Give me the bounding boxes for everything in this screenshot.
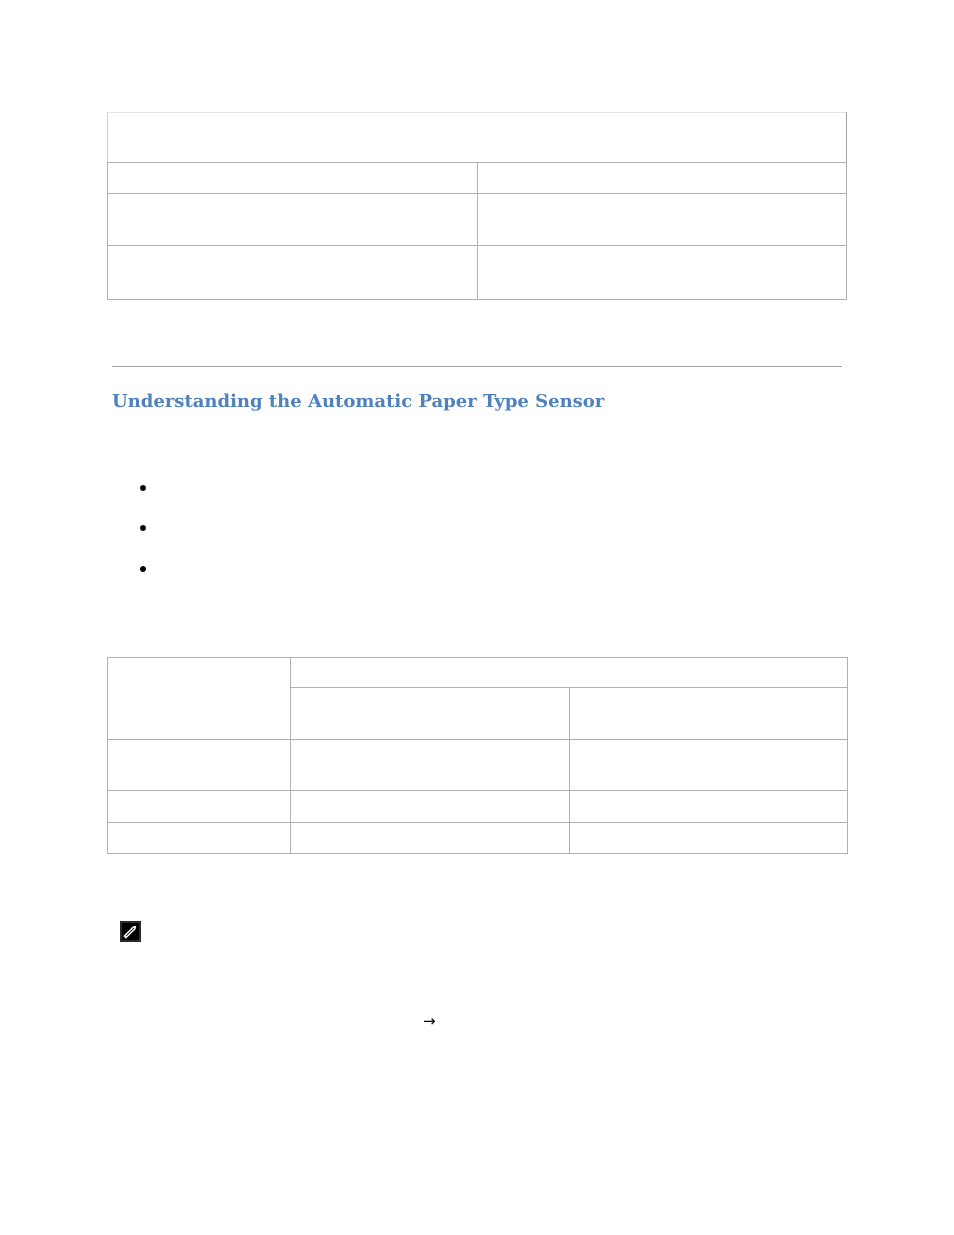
table-cell xyxy=(291,739,570,791)
table-cell xyxy=(569,822,848,853)
table-header-cell xyxy=(569,688,848,740)
sensor-table xyxy=(107,657,848,854)
table-row xyxy=(108,739,848,791)
table-cell xyxy=(477,193,847,245)
table-row xyxy=(108,822,848,853)
table-cell xyxy=(291,791,570,822)
table-cell xyxy=(108,245,478,299)
list-item-bullet xyxy=(140,525,148,533)
table-cell xyxy=(108,791,291,822)
list-item-bullet xyxy=(140,566,148,574)
arrow-glyph: → xyxy=(423,1012,436,1030)
note-pencil-icon xyxy=(120,921,141,942)
table-row xyxy=(108,163,847,194)
table-header-row xyxy=(108,658,848,688)
settings-table xyxy=(107,112,847,300)
table-cell xyxy=(108,739,291,791)
table-cell xyxy=(108,822,291,853)
table-cell xyxy=(108,163,478,194)
table-cell xyxy=(569,791,848,822)
table-cell xyxy=(108,193,478,245)
section-heading: Understanding the Automatic Paper Type Sensor xyxy=(112,391,605,412)
table-row xyxy=(108,791,848,822)
table-header-cell xyxy=(291,688,570,740)
table-cell xyxy=(477,163,847,194)
table-cell xyxy=(477,245,847,299)
table-row xyxy=(108,245,847,299)
table-header-cell xyxy=(108,658,291,740)
list-item-bullet xyxy=(140,485,148,493)
table-header-row xyxy=(108,113,847,163)
table-header-cell xyxy=(108,113,847,163)
table-cell xyxy=(569,739,848,791)
table-cell xyxy=(291,822,570,853)
table-header-cell xyxy=(291,658,848,688)
section-divider xyxy=(112,366,842,367)
table-row xyxy=(108,193,847,245)
